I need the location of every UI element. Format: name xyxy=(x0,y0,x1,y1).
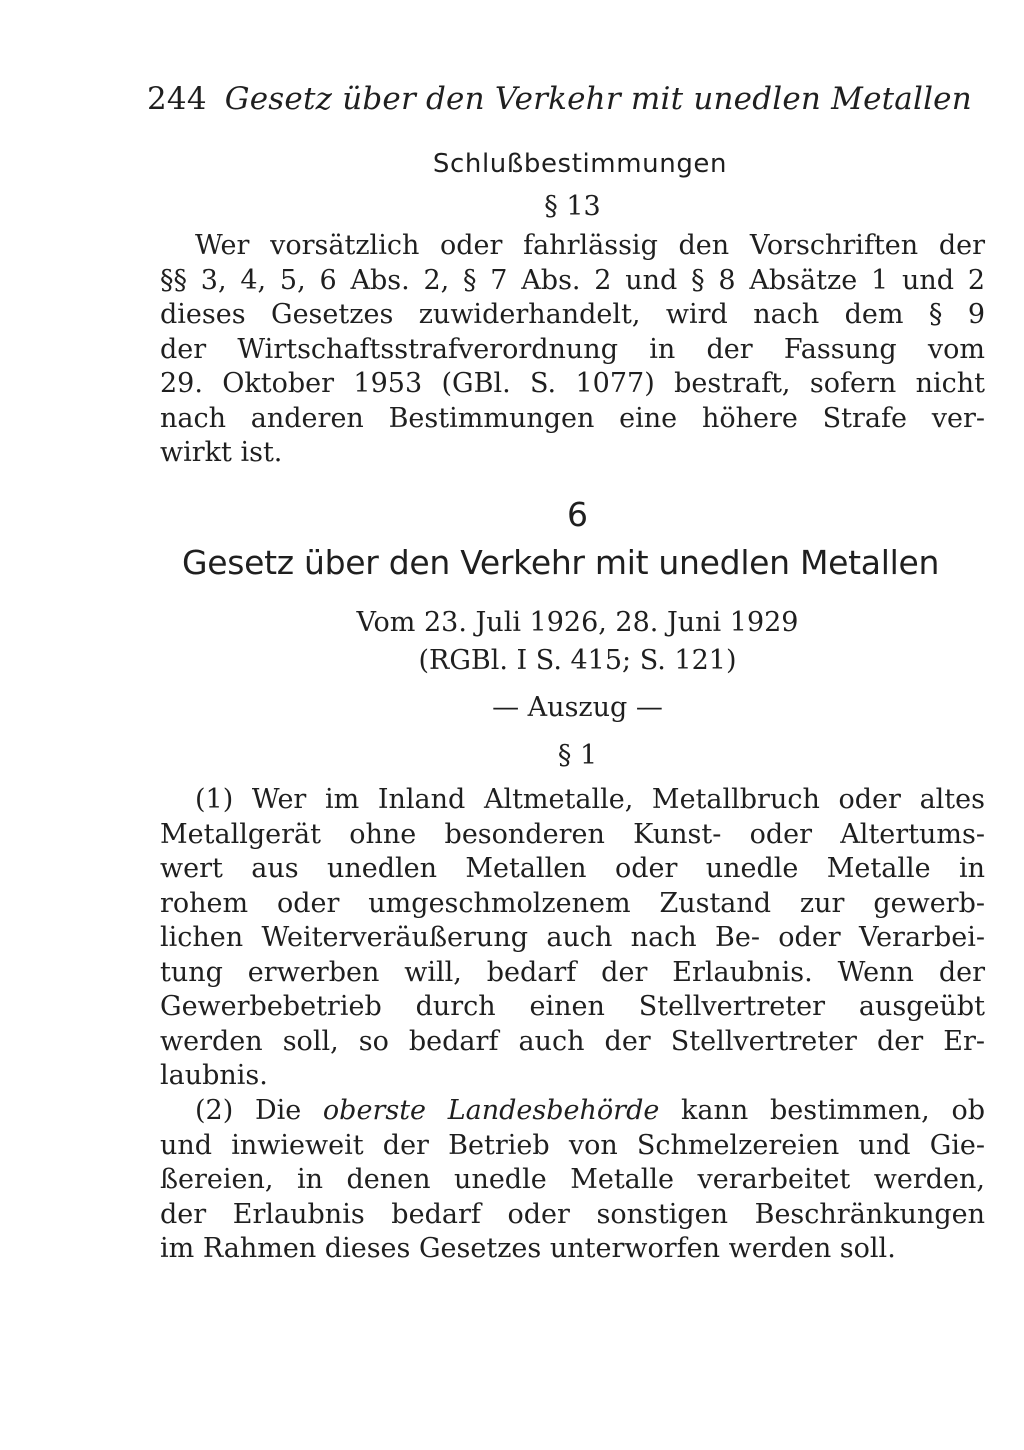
text-line: Wer vorsätzlich oder fahrlässig den Vorschriften der xyxy=(195,230,985,261)
paragraph-13-label: § 13 xyxy=(544,191,601,222)
text-line: rohem oder umgeschmolzenem Zustand zur gewerb- xyxy=(160,887,985,919)
text-line: §§ 3, 4, 5, 6 Abs. 2, § 7 Abs. 2 und § 8 Absätze 1 und 2 xyxy=(160,264,985,296)
paragraph-1-subsection-2 xyxy=(160,1094,985,1267)
law-dates: Vom 23. Juli 1926, 28. Juni 1929 xyxy=(356,607,799,638)
text-run: (2) Die xyxy=(195,1095,323,1126)
text-line: nach anderen Bestimmungen eine höhere Strafe ver- xyxy=(160,402,985,434)
text-line: der Wirtschaftsstrafverordnung in der Fassung vom xyxy=(160,333,985,365)
text-line: laubnis. xyxy=(160,1060,268,1091)
running-title: Gesetz über den Verkehr mit unedlen Metallen xyxy=(224,81,972,117)
text-line: Metallgerät ohne besonderen Kunst- oder Altertums- xyxy=(160,818,985,850)
text-line: tung erwerben will, bedarf der Erlaubnis. Wenn der xyxy=(160,956,985,988)
text-line: Gewerbebetrieb durch einen Stellvertreter ausgeübt xyxy=(160,991,985,1022)
text-line: dieses Gesetzes zuwiderhandelt, wird nach dem § 9 xyxy=(160,299,985,330)
text-line: lichen Weiterveräußerung auch nach Be- oder Verarbei- xyxy=(160,922,985,953)
text-line: werden soll, so bedarf auch der Stellvertreter der Er- xyxy=(160,1025,985,1057)
text-line: im Rahmen dieses Gesetzes unterworfen werden soll. xyxy=(160,1233,896,1264)
text-line: wirkt ist. xyxy=(160,437,283,468)
text-line: der Erlaubnis bedarf oder sonstigen Beschränkungen xyxy=(160,1198,985,1230)
section-heading: Schlußbestimmungen xyxy=(432,149,728,179)
text-line: ßereien, in denen unedle Metalle verarbeitet werden, xyxy=(160,1164,985,1195)
law-number: 6 xyxy=(567,495,588,534)
text-line: 29. Oktober 1953 (GBl. S. 1077) bestraft, sofern nicht xyxy=(160,368,985,399)
paragraph-13-text xyxy=(160,229,985,471)
law-title: Gesetz über den Verkehr mit unedlen Metallen xyxy=(182,543,940,582)
page-header xyxy=(147,81,972,117)
text-line: wert aus unedlen Metallen oder unedle Metalle in xyxy=(160,853,985,884)
text-line xyxy=(160,1094,985,1129)
text-line: (1) Wer im Inland Altmetalle, Metallbruch oder altes xyxy=(195,784,985,815)
italic-term: oberste Landesbehörde xyxy=(322,1095,660,1126)
law-references: (RGBl. I S. 415; S. 121) xyxy=(418,645,737,676)
text-run: kann bestimmen, ob xyxy=(659,1095,985,1126)
page-number: 244 xyxy=(147,81,207,117)
text-line: und inwieweit der Betrieb von Schmelzereien und Gie- xyxy=(160,1129,985,1161)
paragraph-1-subsection-1 xyxy=(160,783,985,1094)
excerpt-label: — Auszug — xyxy=(492,692,663,723)
paragraph-1-label: § 1 xyxy=(557,740,598,771)
